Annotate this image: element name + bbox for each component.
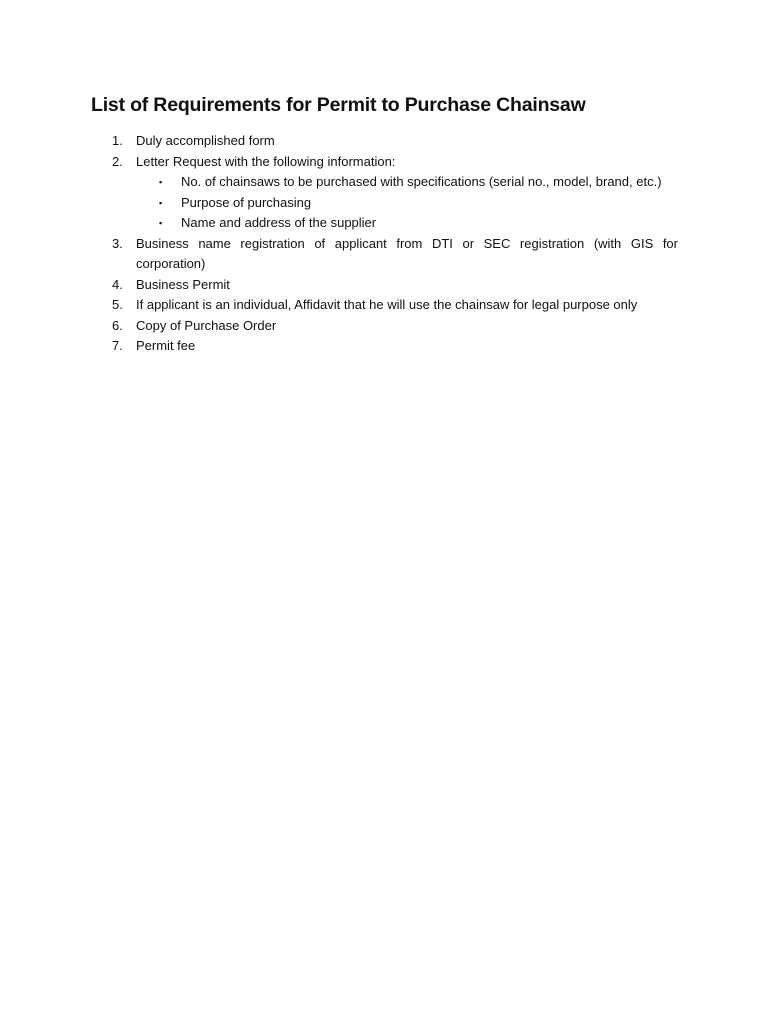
requirement-item — [0, 295, 678, 316]
requirement-item — [0, 336, 678, 357]
requirement-item — [0, 275, 678, 296]
requirement-text: Duly accomplished form — [136, 133, 275, 148]
requirement-text: Business Permit — [136, 276, 230, 292]
requirement-number: 2. — [112, 153, 123, 169]
requirement-number: 5. — [112, 297, 123, 312]
square-bullet-icon: ▪ — [159, 197, 163, 208]
requirement-number: 7. — [112, 338, 123, 353]
requirement-number: 3. — [112, 235, 123, 251]
requirement-text: If applicant is an individual, Affidavit that he will use the chainsaw for legal purpose only — [136, 297, 638, 312]
requirement-number: 4. — [112, 276, 123, 292]
requirement-text: Letter Request with the following information: — [136, 153, 396, 169]
requirement-item — [0, 316, 678, 337]
sub-requirement-text: Name and address of the supplier — [181, 215, 377, 230]
requirement-item — [0, 234, 678, 275]
letter-request-details-list — [136, 172, 678, 234]
square-bullet-icon: ▪ — [159, 177, 163, 187]
requirement-number: 1. — [112, 133, 123, 148]
sub-requirement-text: No. of chainsaws to be purchased with specifications (serial no., model, brand, etc.) — [181, 174, 662, 189]
requirement-number: 6. — [112, 317, 123, 333]
sub-requirement-item — [159, 172, 678, 193]
sub-requirement-item — [159, 213, 678, 234]
requirements-list — [0, 131, 768, 357]
requirement-text: Permit fee — [136, 338, 196, 353]
square-bullet-icon: ▪ — [159, 218, 163, 228]
requirement-item — [0, 131, 678, 152]
sub-requirement-text: Purpose of purchasing — [181, 194, 312, 210]
requirement-item — [0, 152, 678, 234]
requirement-text: Business name registration of applicant from DTI or SEC registration (with GIS for corporation) — [136, 235, 678, 271]
requirement-text: Copy of Purchase Order — [136, 317, 277, 333]
document-title: List of Requirements for Permit to Purchase Chainsaw — [91, 94, 586, 116]
sub-requirement-item — [159, 193, 678, 214]
